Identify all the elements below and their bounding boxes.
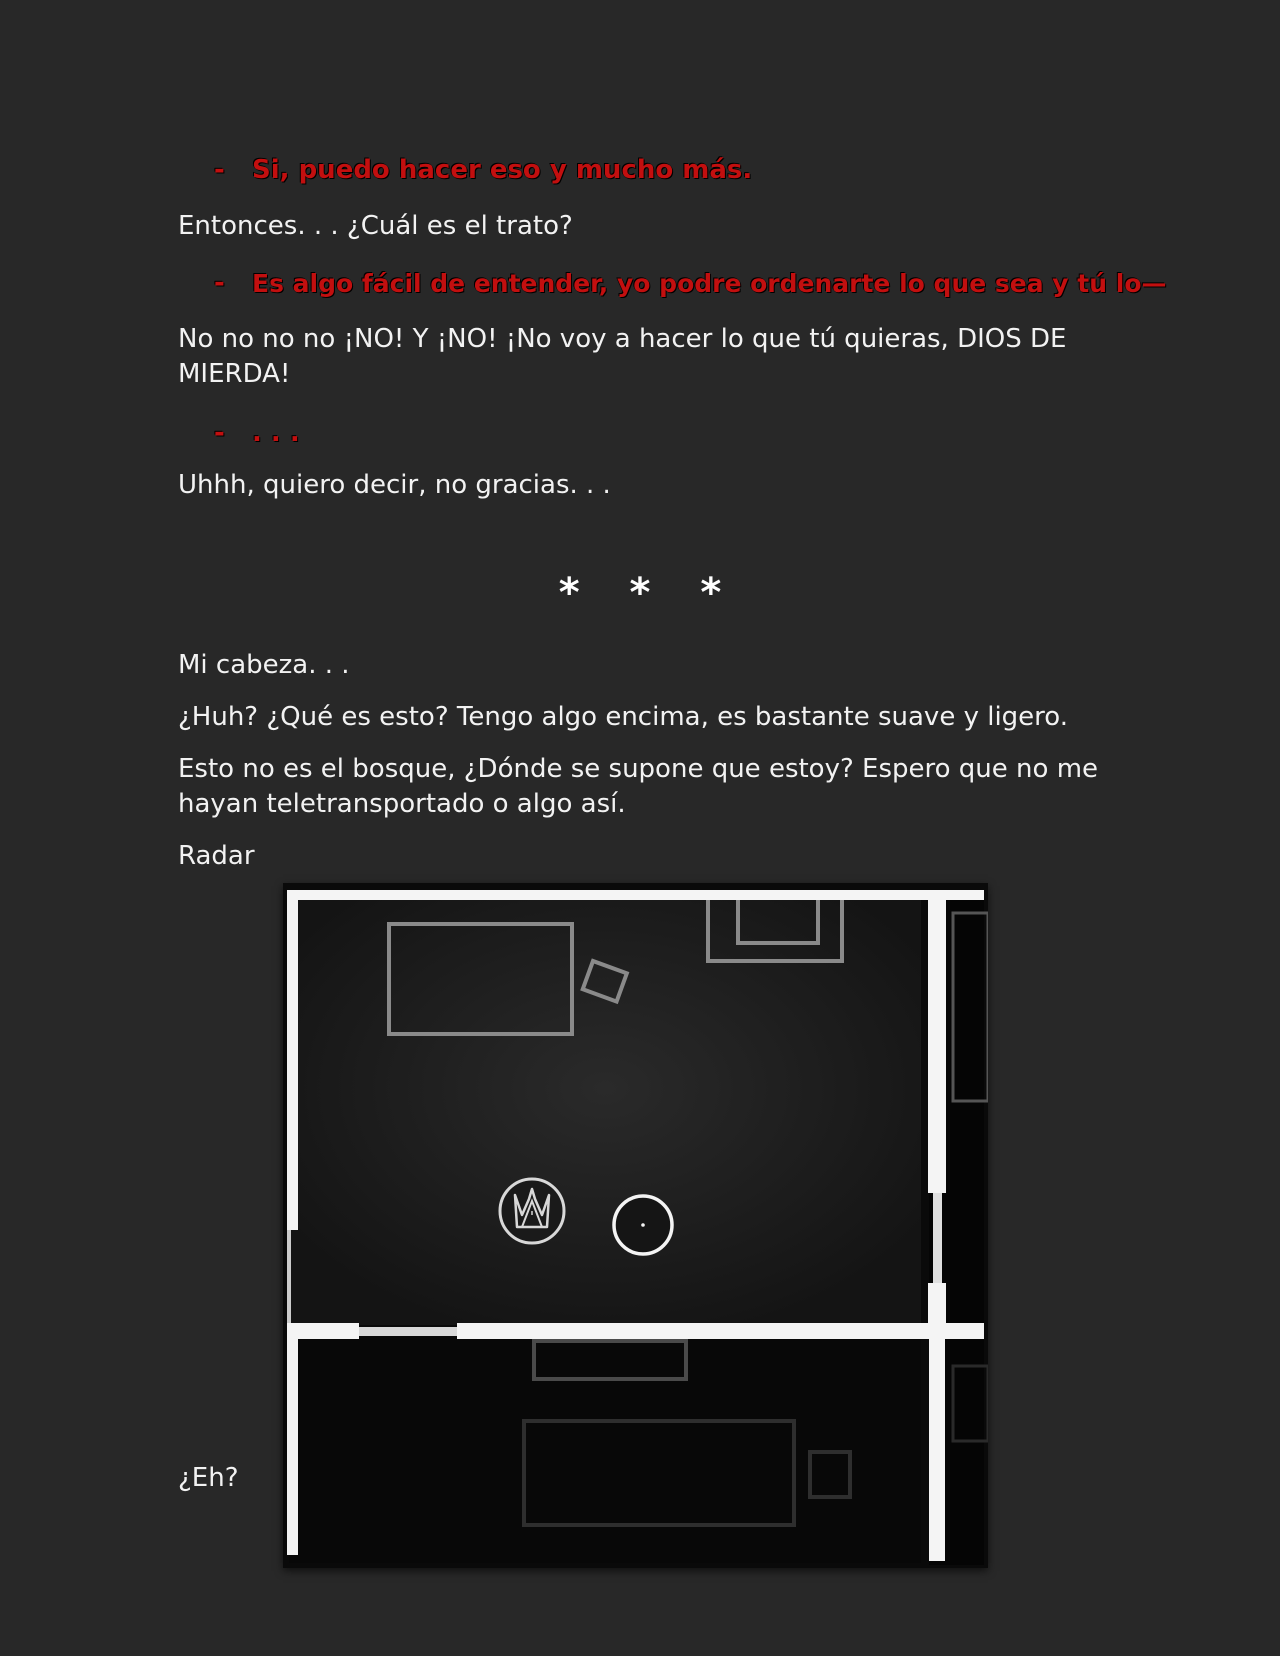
wall-right-upper [928, 895, 946, 1193]
wall-left-gap [287, 1230, 291, 1327]
dialogue-text: . . . [252, 418, 300, 448]
dialogue-text: Es algo fácil de entender, yo podre ordenarte lo que sea y tú lo— [252, 269, 1167, 298]
narration-line-5: ¿Huh? ¿Qué es esto? Tengo algo encima, es bastante suave y ligero. [178, 702, 1069, 732]
narration-line-2b: MIERDA! [178, 359, 291, 389]
crown-triangle-icon [500, 1179, 564, 1243]
circle-dot-icon [614, 1196, 672, 1254]
narration-line-1: Entonces. . . ¿Cuál es el trato? [178, 211, 573, 241]
wall-middle-door [359, 1327, 457, 1336]
narration-line-4: Mi cabeza. . . [178, 650, 350, 680]
radar-label: Radar [178, 841, 255, 871]
narration-line-6b: hayan teletransportado o algo así. [178, 789, 626, 819]
dialogue-dash: - [214, 268, 225, 298]
wall-top [287, 890, 984, 900]
scene-break: * * * [558, 570, 740, 616]
lower-room-floor [289, 1333, 921, 1563]
narration-line-7: ¿Eh? [178, 1463, 239, 1493]
wall-left-lower [287, 1327, 298, 1555]
dialogue-dash: - [214, 418, 225, 448]
wall-left-upper [287, 890, 298, 1230]
wall-right-door [933, 1193, 942, 1283]
wall-right-mid [928, 1283, 946, 1339]
narration-line-3: Uhhh, quiero decir, no gracias. . . [178, 470, 611, 500]
dialogue-dash: - [214, 155, 225, 185]
wall-middle-right [457, 1323, 984, 1339]
wall-right-lower [929, 1339, 945, 1561]
narration-line-6a: Esto no es el bosque, ¿Dónde se supone que estoy? Espero que no me [178, 754, 1099, 784]
narration-line-2a: No no no no ¡NO! Y ¡NO! ¡No voy a hacer lo que tú quieras, DIOS DE [178, 324, 1067, 354]
wall-middle-left [287, 1323, 359, 1339]
radar-map [283, 883, 988, 1568]
dialogue-text: Si, puedo hacer eso y mucho más. [252, 155, 753, 185]
